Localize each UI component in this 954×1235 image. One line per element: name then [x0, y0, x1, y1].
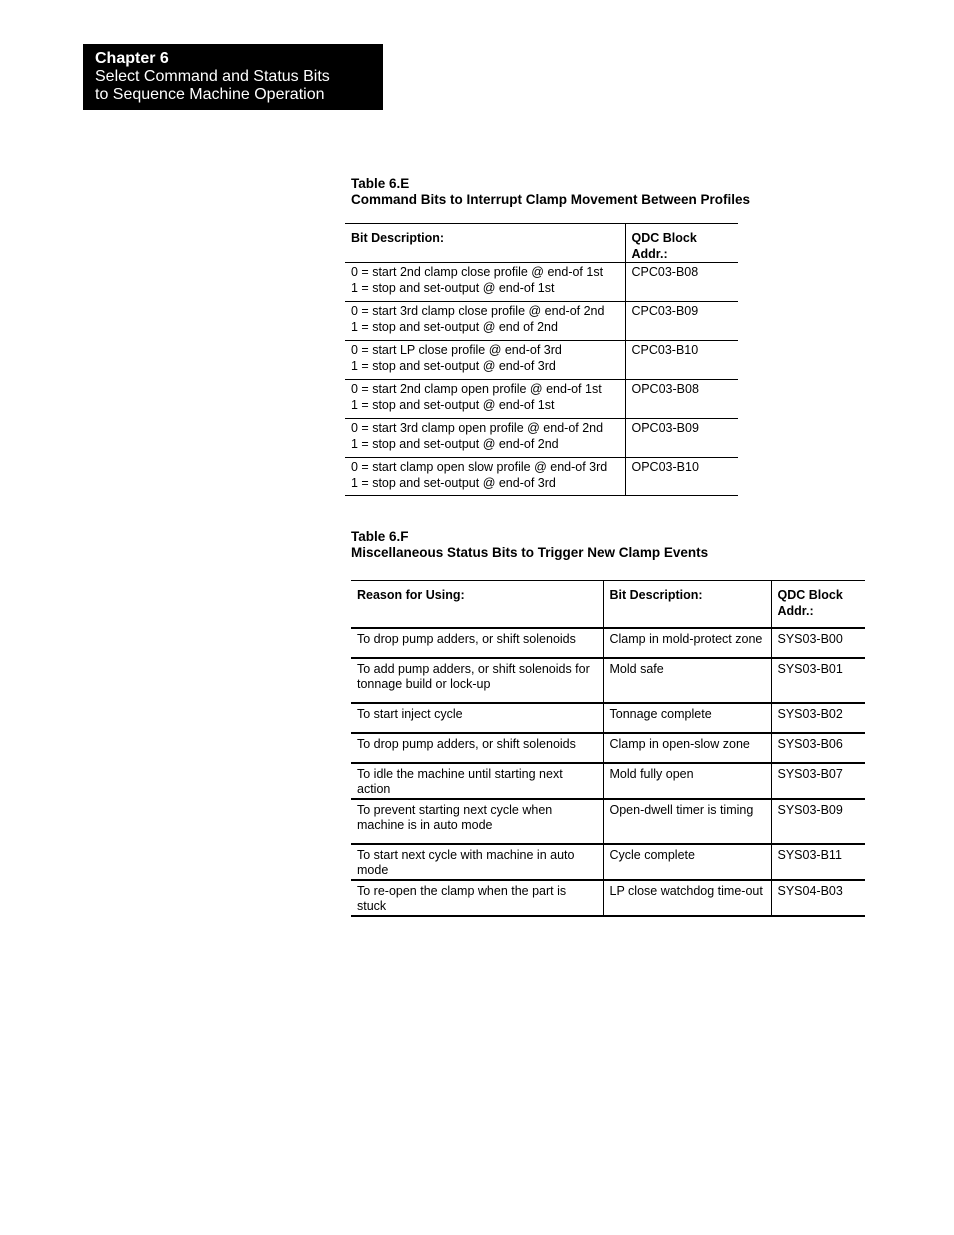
bit-description-cell: LP close watchdog time-out [603, 880, 771, 916]
bit-description-cell: Open-dwell timer is timing [603, 799, 771, 844]
address-cell: CPC03-B10 [625, 341, 738, 380]
reason-cell: To add pump adders, or shift solenoids for tonnage build or lock-up [351, 658, 603, 703]
column-header: Reason for Using: [351, 581, 603, 628]
table-e [345, 223, 738, 496]
bit-line: 1 = stop and set-output @ end-of 1st [351, 397, 555, 412]
table-row [351, 658, 865, 703]
column-header: QDC Block Addr.: [771, 581, 865, 628]
address-cell: SYS03-B01 [771, 658, 865, 703]
bit-line: 0 = start 3rd clamp open profile @ end-of 2nd [351, 421, 604, 435]
reason-cell: To start next cycle with machine in auto mode [351, 844, 603, 880]
chapter-title-line2: to Sequence Machine Operation [95, 86, 325, 103]
bit-description-cell: Mold fully open [603, 763, 771, 799]
bit-line: 0 = start 2nd clamp open profile @ end-of 1st [351, 382, 602, 396]
table-header-row [351, 581, 865, 628]
column-header: QDC Block Addr.: [625, 224, 738, 263]
column-header: Bit Description: [345, 224, 625, 263]
table-header-row [345, 224, 738, 263]
bit-line: 1 = stop and set-output @ end-of 3rd [351, 358, 556, 373]
address-cell: OPC03-B10 [631, 460, 699, 474]
bit-description-cell: Mold safe [603, 658, 771, 703]
table-row [351, 880, 865, 916]
reason-cell: To re-open the clamp when the part is stuck [351, 880, 603, 916]
address-cell: OPC03-B09 [625, 419, 738, 458]
bit-description-cell [345, 263, 625, 302]
reason-cell: To prevent starting next cycle when machine is in auto mode [351, 799, 603, 844]
table-row [351, 628, 865, 658]
bit-line: 1 = stop and set-output @ end-of 2nd [351, 436, 559, 451]
table-row [351, 844, 865, 880]
table-f-caption [351, 529, 708, 561]
address-cell: OPC03-B08 [625, 380, 738, 419]
bit-description-cell [345, 380, 625, 419]
bit-line: 0 = start clamp open slow profile @ end-of 3rd [351, 460, 608, 474]
address-cell: SYS03-B06 [771, 733, 865, 763]
table-row [345, 302, 738, 341]
table-f-title: Miscellaneous Status Bits to Trigger New Clamp Events [351, 545, 709, 560]
bit-description-cell [345, 419, 625, 458]
bit-line: 1 = stop and set-output @ end-of 3rd [351, 475, 556, 490]
table-row [351, 733, 865, 763]
column-header: Bit Description: [603, 581, 771, 628]
reason-cell: To drop pump adders, or shift solenoids [351, 628, 603, 658]
bit-line: 0 = start 3rd clamp close profile @ end-of 2nd [351, 304, 605, 318]
address-cell: CPC03-B09 [625, 302, 738, 341]
bit-description-cell: Cycle complete [603, 844, 771, 880]
table-e-title: Command Bits to Interrupt Clamp Movement Between Profiles [351, 192, 751, 207]
chapter-header [83, 44, 383, 110]
address-cell: SYS03-B07 [771, 763, 865, 799]
bit-line: 0 = start LP close profile @ end-of 3rd [351, 343, 562, 357]
table-f-label: Table 6.F [351, 529, 409, 544]
table-row [345, 458, 738, 496]
reason-cell: To start inject cycle [351, 703, 603, 733]
address-cell: SYS04-B03 [777, 883, 843, 898]
address-cell: CPC03-B08 [625, 263, 738, 302]
bit-description-cell: Clamp in open-slow zone [603, 733, 771, 763]
table-row [345, 263, 738, 302]
table-row [351, 703, 865, 733]
bit-line: 1 = stop and set-output @ end-of 1st [351, 280, 555, 295]
bit-line: 0 = start 2nd clamp close profile @ end-of 1st [351, 265, 604, 279]
table-row [351, 799, 865, 844]
bit-description-cell: Clamp in mold-protect zone [603, 628, 771, 658]
bit-description-cell: Tonnage complete [603, 703, 771, 733]
address-cell: SYS03-B09 [771, 799, 865, 844]
table-row [351, 763, 865, 799]
chapter-number: Chapter 6 [95, 50, 169, 67]
bit-description-cell [345, 302, 625, 341]
table-row [345, 419, 738, 458]
reason-cell: To drop pump adders, or shift solenoids [351, 733, 603, 763]
table-f [351, 580, 865, 917]
table-row [345, 341, 738, 380]
bit-line: 1 = stop and set-output @ end of 2nd [351, 319, 558, 334]
reason-cell: To idle the machine until starting next action [351, 763, 603, 799]
address-cell: SYS03-B02 [771, 703, 865, 733]
bit-description-cell [345, 341, 625, 380]
table-e-caption [351, 176, 750, 208]
bit-description-cell [345, 458, 625, 496]
address-cell: SYS03-B11 [771, 844, 865, 880]
chapter-title-line1: Select Command and Status Bits [95, 68, 330, 85]
address-cell: SYS03-B00 [771, 628, 865, 658]
table-e-label: Table 6.E [351, 176, 410, 191]
table-row [345, 380, 738, 419]
